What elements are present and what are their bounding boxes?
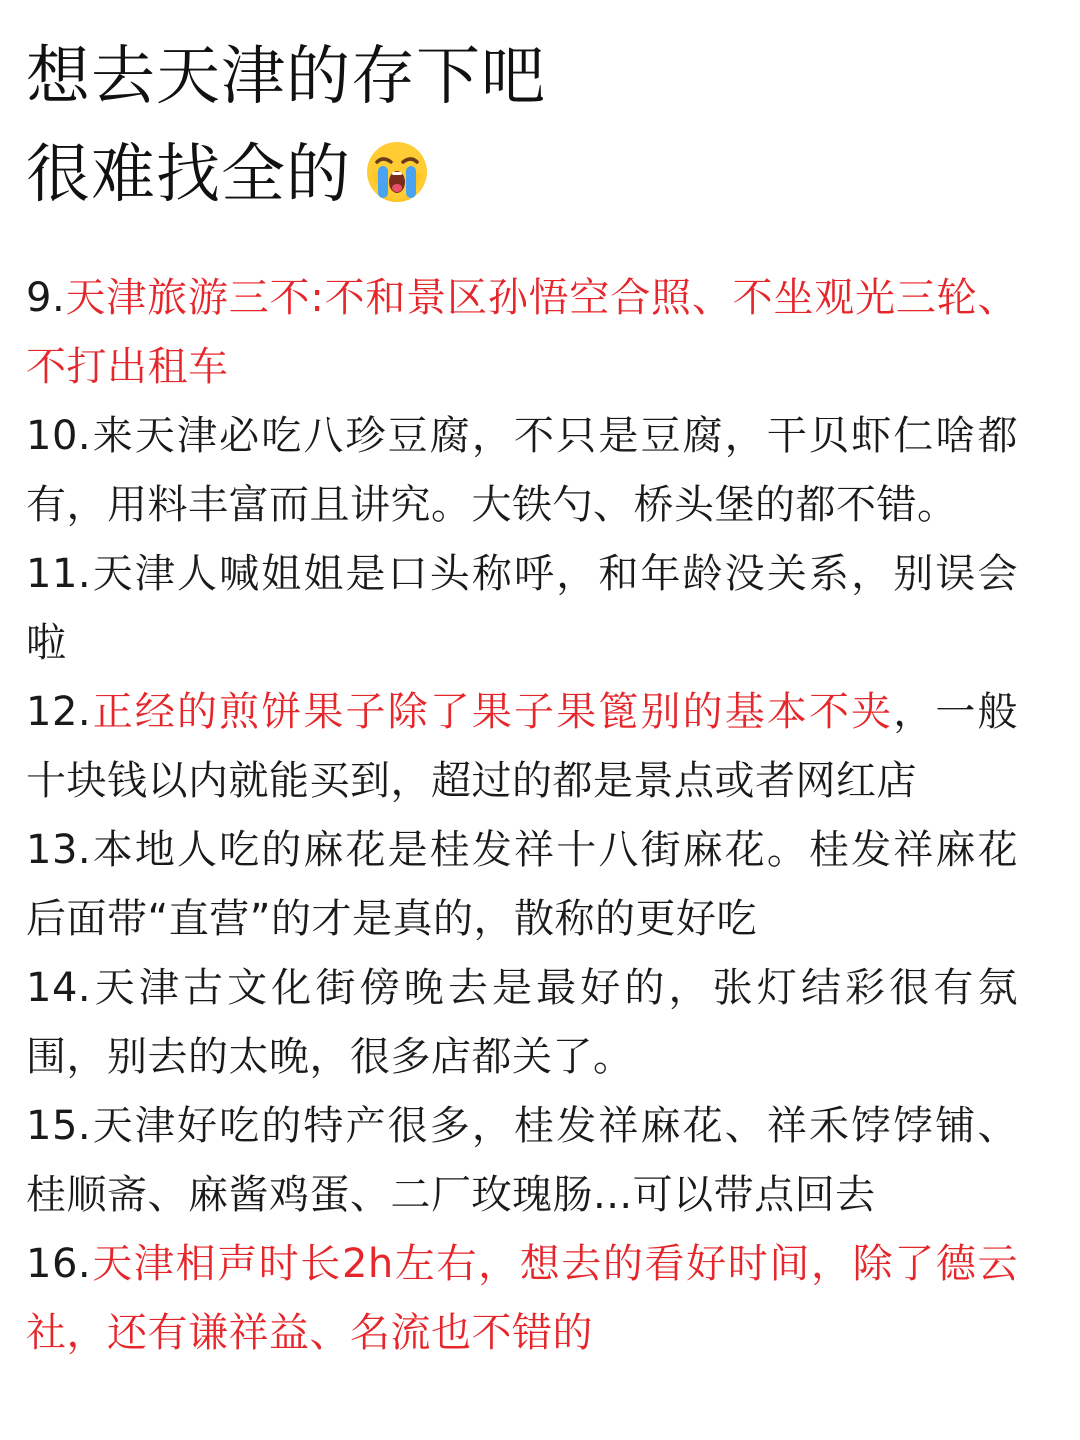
item-highlight-text: 天津旅游三不:不和景区孙悟空合照、不坐观光三轮、不打出租车 xyxy=(26,275,1018,390)
list-item xyxy=(26,264,1018,402)
item-highlight-text: 天津相声时长2h左右，想去的看好时间，除了德云社，还有谦祥益、名流也不错的 xyxy=(26,1241,1018,1356)
item-text: 天津古文化街傍晚去是最好的，张灯结彩很有氛围，别去的太晚，很多店都关了。 xyxy=(26,965,1018,1080)
list-item xyxy=(26,1092,1018,1230)
list-item xyxy=(26,954,1018,1092)
item-text: 天津人喊姐姐是口头称呼，和年龄没关系，别误会啦 xyxy=(26,551,1018,666)
item-number: 10. xyxy=(26,413,92,459)
item-number: 15. xyxy=(26,1103,92,1149)
tips-list xyxy=(26,264,1018,1368)
item-number: 12. xyxy=(26,689,92,735)
item-number: 14. xyxy=(26,965,92,1011)
page-title xyxy=(26,28,1018,224)
list-item xyxy=(26,540,1018,678)
item-number: 13. xyxy=(26,827,92,873)
item-number: 9. xyxy=(26,275,66,321)
title-line-2-text: 很难找全的 xyxy=(26,138,351,212)
item-number: 16. xyxy=(26,1241,92,1287)
item-text: 来天津必吃八珍豆腐，不只是豆腐，干贝虾仁啥都有，用料丰富而且讲究。大铁勺、桥头堡的都不错。 xyxy=(26,413,1018,528)
list-item xyxy=(26,1230,1018,1368)
item-text: ，一般十块钱以内就能买到，超过的都是景点或者网红店 xyxy=(26,689,1019,804)
loudly-crying-face-icon xyxy=(365,140,429,204)
title-line-2 xyxy=(26,126,1018,224)
item-highlight-text: 正经的煎饼果子除了果子果篦别的基本不夹 xyxy=(91,689,894,735)
item-text: 本地人吃的麻花是桂发祥十八街麻花。桂发祥麻花后面带“直营”的才是真的，散称的更好吃 xyxy=(26,827,1018,942)
item-text: 天津好吃的特产很多，桂发祥麻花、祥禾饽饽铺、桂顺斋、麻酱鸡蛋、二厂玫瑰肠...可以带点回去 xyxy=(26,1103,1018,1218)
list-item xyxy=(26,678,1018,816)
list-item xyxy=(26,402,1018,540)
title-line-1: 想去天津的存下吧 xyxy=(26,40,546,114)
list-item xyxy=(26,816,1018,954)
item-number: 11. xyxy=(26,551,92,597)
